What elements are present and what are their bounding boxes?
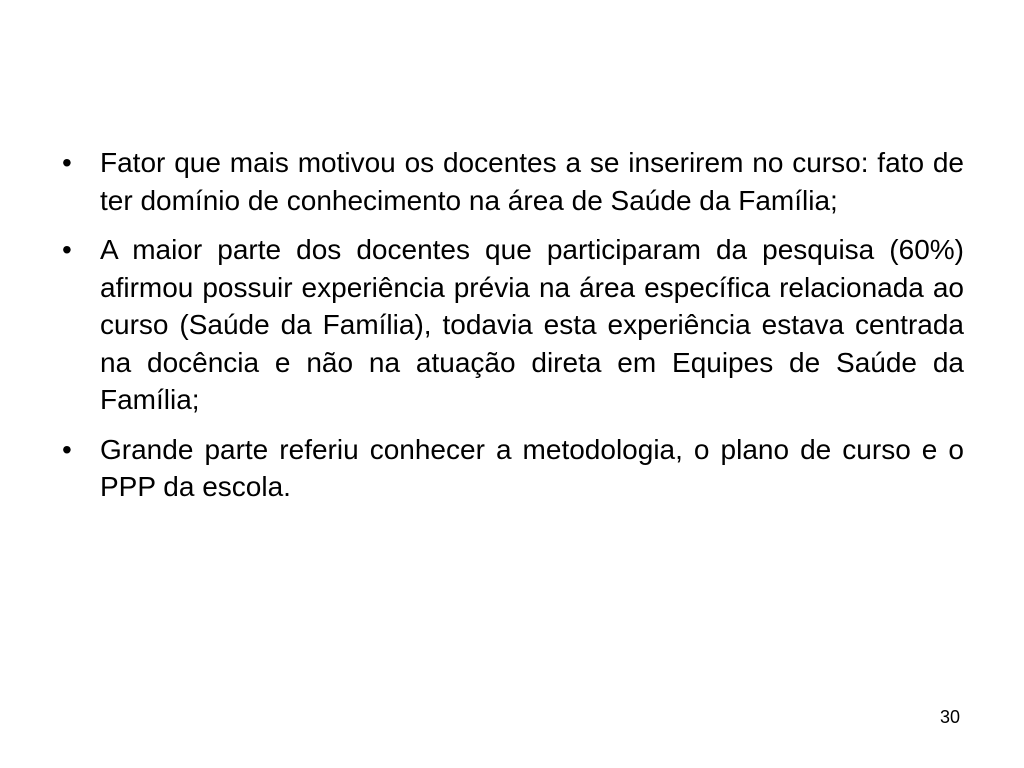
bullet-marker: • bbox=[62, 147, 72, 178]
bullet-marker: • bbox=[62, 433, 72, 465]
bullet-item bbox=[62, 431, 964, 506]
bullet-text: Grande parte referiu conhecer a metodologia, o plano de curso e o PPP da escola. bbox=[100, 433, 964, 502]
page-number: 30 bbox=[939, 707, 960, 727]
bullet-item bbox=[62, 144, 964, 219]
bullet-list bbox=[62, 144, 964, 518]
bullet-text: A maior parte dos docentes que participaram da pesquisa (60%) afirmou possuir experiência prévia na área específica relacionada ao curso (Saúde da Família), todavia esta experiência estava centrada na docência e não na atuação direta em Equipes de Saúde da Família; bbox=[100, 234, 964, 415]
bullet-text: Fator que mais motivou os docentes a se inserirem no curso: fato de ter domínio de conhecimento na área de Saúde da Família; bbox=[100, 147, 964, 216]
bullet-item bbox=[62, 231, 964, 419]
bullet-marker: • bbox=[62, 234, 72, 265]
